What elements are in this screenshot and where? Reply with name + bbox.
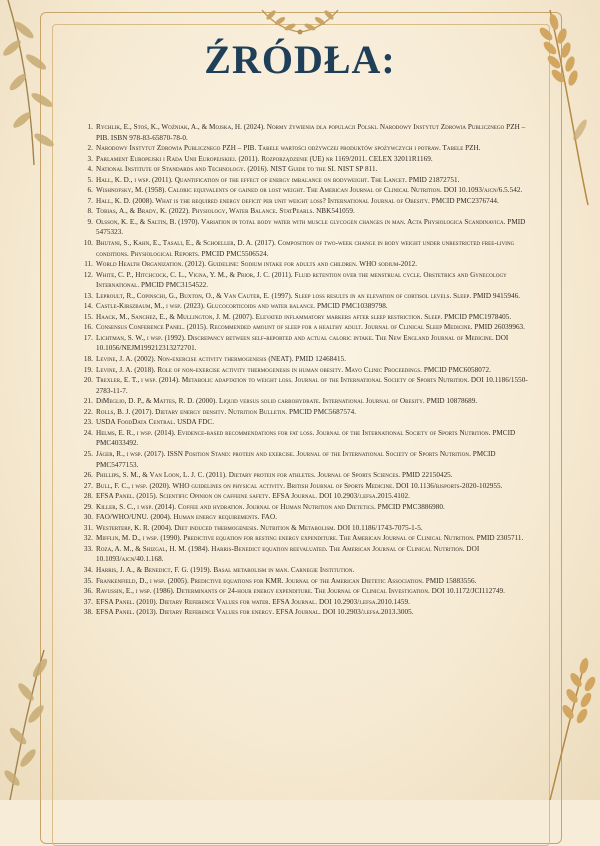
reference-number: 36. [83,587,93,596]
reference-item [78,154,534,165]
reference-text: National Institute of Standards and Technology. (2016). NIST Guide to the SI. NIST SP 811. [96,165,378,174]
bottom-right-wheat-stalk [530,640,600,800]
reference-number: 20. [83,376,93,385]
reference-number: 29. [83,502,93,511]
reference-text: USDA FoodData Central. USDA FDC. [96,418,215,427]
reference-item [78,196,534,207]
reference-text: World Health Organization. (2012). Guideline: Sodium intake for adults and children. WHO sodium-2012. [96,260,418,269]
reference-text: Hall, K. D. (2008). What is the required energy deficit per unit weight loss? International Journal of Obesity. PMCID PMC2376744. [96,196,499,205]
reference-text: Westerterp, K. R. (2004). Diet induced thermogenesis. Nutrition & Metabolism. DOI 10.1186/1743-7075-1-5. [96,523,423,532]
reference-item [78,523,534,534]
reference-number: 18. [83,355,93,364]
reference-number: 6. [87,186,93,195]
reference-item [78,491,534,502]
reference-number: 33. [83,544,93,553]
reference-text: Hall, K. D., i wsp. (2011). Quantification of the effect of energy imbalance on bodyweight. The Lancet. PMID 21872751. [96,175,460,184]
bottom-left-leaf-branch [0,640,80,800]
reference-number: 15. [83,312,93,321]
reference-item [78,164,534,175]
reference-item [78,470,534,481]
reference-number: 17. [83,333,93,342]
reference-text: Mifflin, M. D., i wsp. (1990). Predictive equation for resting energy expenditure. The American Journal of Clinical Nutrition. PMID 2305711. [96,534,524,543]
reference-text: Phillips, S. M., & Van Loon, L. J. C. (2011). Dietary protein for athletes. Journal of Sports Sciences. PMID 22150425. [96,471,453,480]
reference-item [78,533,534,544]
reference-number: 3. [87,154,93,163]
reference-number: 34. [83,565,93,574]
reference-text: EFSA Panel. (2013). Dietary Reference Values for energy. EFSA Journal. DOI 10.2903/j.efsa.2013.3005. [96,608,414,617]
reference-text: Levine, J. A. (2002). Non-exercise activity thermogenesis (NEAT). PMID 12468415. [96,355,347,364]
reference-text: Castle-Kirszbaum, M., i wsp. (2023). Glucocorticoids and water balance. PMCID PMC10389798. [96,302,388,311]
reference-text: Narodowy Instytut Zdrowia Publicznego PZH – PIB. Tabele wartości odżywczej produktów spożywczych i potraw. Tabele PZH. [96,144,481,153]
reference-item [78,238,534,259]
reference-number: 16. [83,323,93,332]
reference-number: 25. [83,449,93,458]
reference-text: FAO/WHO/UNU. (2004). Human energy requirements. FAO. [96,513,278,522]
reference-number: 27. [83,481,93,490]
reference-text: Lichtman, S. W., i wsp. (1992). Discrepancy between self-reported and actual caloric intake. The New England Journal of Medicine. DOI 10.1056/NEJM199212313272701. [96,333,509,353]
reference-number: 19. [83,365,93,374]
reference-number: 28. [83,492,93,501]
reference-text: Consensus Conference Panel. (2015). Recommended amount of sleep for a healthy adult. Journal of Clinical Sleep Medicine. PMID 26039963. [96,323,526,332]
reference-text: Trexler, E. T., i wsp. (2014). Metabolic adaptation to weight loss. Journal of the International Society of Sports Nutrition. DOI 10.1186/1550-2783-11-7. [96,376,528,395]
reference-text: Olsson, K. E., & Saltin, B. (1970). Variation in total body water with muscle glycogen changes in man. Acta Physiologica Scandinavica. PMID 5475323. [96,217,526,237]
reference-text: Rychlik, E., Stoś, K., Woźniak, A., & Mojska, H. (2024). Normy żywienia dla populacji Polski. Narodowy Instytut Zdrowia Publicznego PZH – PIB. ISBN 978-83-65870-78-0. [96,123,526,142]
reference-text: Rolls, B. J. (2017). Dietary energy density. Nutrition Bulletin. PMCID PMC5687574. [96,407,357,416]
reference-text: Helms, E. R., i wsp. (2014). Evidence-based recommendations for fat loss. Journal of the International Society of Sports Nutrition. PMCID PMC4033492. [96,428,516,448]
reference-text: DiMeglio, D. P., & Mattes, R. D. (2000). Liquid versus solid carbohydrate. International Journal of Obesity. PMID 10878689. [96,397,478,406]
reference-number: 14. [83,302,93,311]
reference-text: Roza, A. M., & Shizgal, H. M. (1984). Harris-Benedict equation reevaluated. The American Journal of Clinical Nutrition. DOI 10.1093/ajcn/40.1.168. [96,544,480,564]
reference-number: 26. [83,471,93,480]
reference-number: 10. [83,239,93,248]
reference-item [78,481,534,492]
reference-number: 13. [83,291,93,300]
reference-text: Haack, M., Sanchez, E., & Mullington, J. M. (2007). Elevated inflammatory markers after sleep restriction. Sleep. PMCID PMC1978405. [96,312,512,321]
reference-number: 24. [83,428,93,437]
reference-text: Leproult, R., Copinschi, G., Buxton, O., & Van Cauter, E. (1997). Sleep loss results in an elevation of cortisol levels. Sleep. PMID 9415946. [96,291,521,300]
reference-item [78,607,534,618]
reference-number: 1. [87,123,93,131]
reference-number: 8. [87,207,93,216]
reference-item [78,375,534,396]
reference-item [78,217,534,238]
reference-text: Bhutani, S., Kahn, E., Tasali, E., & Schoeller, D. A. (2017). Composition of two-week change in body weight under unrestricted free-living conditions. Physiological Reports. PMCID PMC5506524. [96,239,515,258]
reference-text: Jäger, R., i wsp. (2017). ISSN Position Stand: protein and exercise. Journal of the International Society of Sports Nutrition. PMCID PMC5477153. [96,449,496,469]
reference-item [78,417,534,428]
reference-item [78,396,534,407]
reference-number: 5. [87,175,93,184]
reference-item [78,185,534,196]
reference-item [78,428,534,449]
reference-text: Levine, J. A. (2018). Role of non-exercise activity thermogenesis in human obesity. Mayo Clinic Proceedings. PMCID PMC6058072. [96,365,491,374]
reference-number: 22. [83,407,93,416]
reference-item [78,365,534,376]
reference-number: 12. [83,270,93,279]
reference-number: 7. [87,196,93,205]
reference-item [78,291,534,302]
reference-item [78,122,534,143]
reference-number: 38. [83,608,93,617]
reference-text: EFSA Panel. (2015). Scientific Opinion on caffeine safety. EFSA Journal. DOI 10.2903/j.efsa.2015.4102. [96,492,410,501]
reference-item [78,576,534,587]
reference-text: Parlament Europejski i Rada Unii Europejskiej. (2011). Rozporządzenie (UE) nr 1169/2011. CELEX 32011R1169. [96,154,433,163]
reference-item [78,502,534,513]
reference-number: 37. [83,597,93,606]
reference-item [78,270,534,291]
reference-text: Harris, J. A., & Benedict, F. G. (1919). Basal metabolism in man. Carnegie Institution. [96,565,355,574]
reference-text: EFSA Panel. (2010). Dietary Reference Values for water. EFSA Journal. DOI 10.2903/j.efsa.2010.1459. [96,597,410,606]
reference-number: 32. [83,534,93,543]
reference-text: Bull, F. C., i wsp. (2020). WHO guidelines on physical activity. British Journal of Sports Medicine. DOI 10.1136/bjsports-2020-102955. [96,481,503,490]
reference-item [78,407,534,418]
reference-item [78,586,534,597]
reference-item [78,512,534,523]
reference-item [78,301,534,312]
reference-number: 23. [83,418,93,427]
reference-number: 30. [83,513,93,522]
reference-number: 21. [83,397,93,406]
reference-item [78,312,534,323]
reference-item [78,544,534,565]
reference-item [78,206,534,217]
reference-number: 11. [84,260,93,269]
top-left-leaf-branch [0,0,90,170]
reference-number: 35. [83,576,93,585]
reference-item [78,597,534,608]
reference-text: Frankenfield, D., i wsp. (2005). Predictive equations for KMR. Journal of the American Dietetic Association. PMID 15883556. [96,576,477,585]
reference-text: Wishnofsky, M. (1958). Caloric equivalents of gained or lost weight. The American Journal of Clinical Nutrition. DOI 10.1093/ajcn/6.5.542. [96,186,523,195]
reference-item [78,565,534,576]
reference-list [78,122,534,618]
reference-number: 31. [83,523,93,532]
reference-text: Ravussin, E., i wsp. (1986). Determinants of 24-hour energy expenditure. The Journal of Clinical Investigation. DOI 10.1172/JCI112749. [96,587,506,596]
reference-item [78,143,534,154]
page-title: ŹRÓDŁA: [204,37,396,82]
reference-item [78,322,534,333]
reference-number: 2. [87,144,93,153]
reference-text: Killer, S. C., i wsp. (2014). Coffee and hydration. Journal of Human Nutrition and Dietetics. PMCID PMC3886980. [96,502,445,511]
reference-number: 9. [87,217,93,226]
reference-item [78,333,534,354]
reference-item [78,259,534,270]
reference-item [78,449,534,470]
top-laurel-ornament [250,2,350,38]
reference-text: Tobias, A., & Brady, K. (2022). Physiology, Water Balance. StatPearls. NBK541059. [96,207,355,216]
reference-text: White, C. P., Hitchcock, C. L., Vigna, Y. M., & Prior, J. C. (2011). Fluid retention over the menstrual cycle. Obstetrics and Gynecology International. PMCID PMC3154522. [96,270,507,290]
reference-item [78,354,534,365]
reference-number: 4. [87,165,93,174]
reference-item [78,175,534,186]
